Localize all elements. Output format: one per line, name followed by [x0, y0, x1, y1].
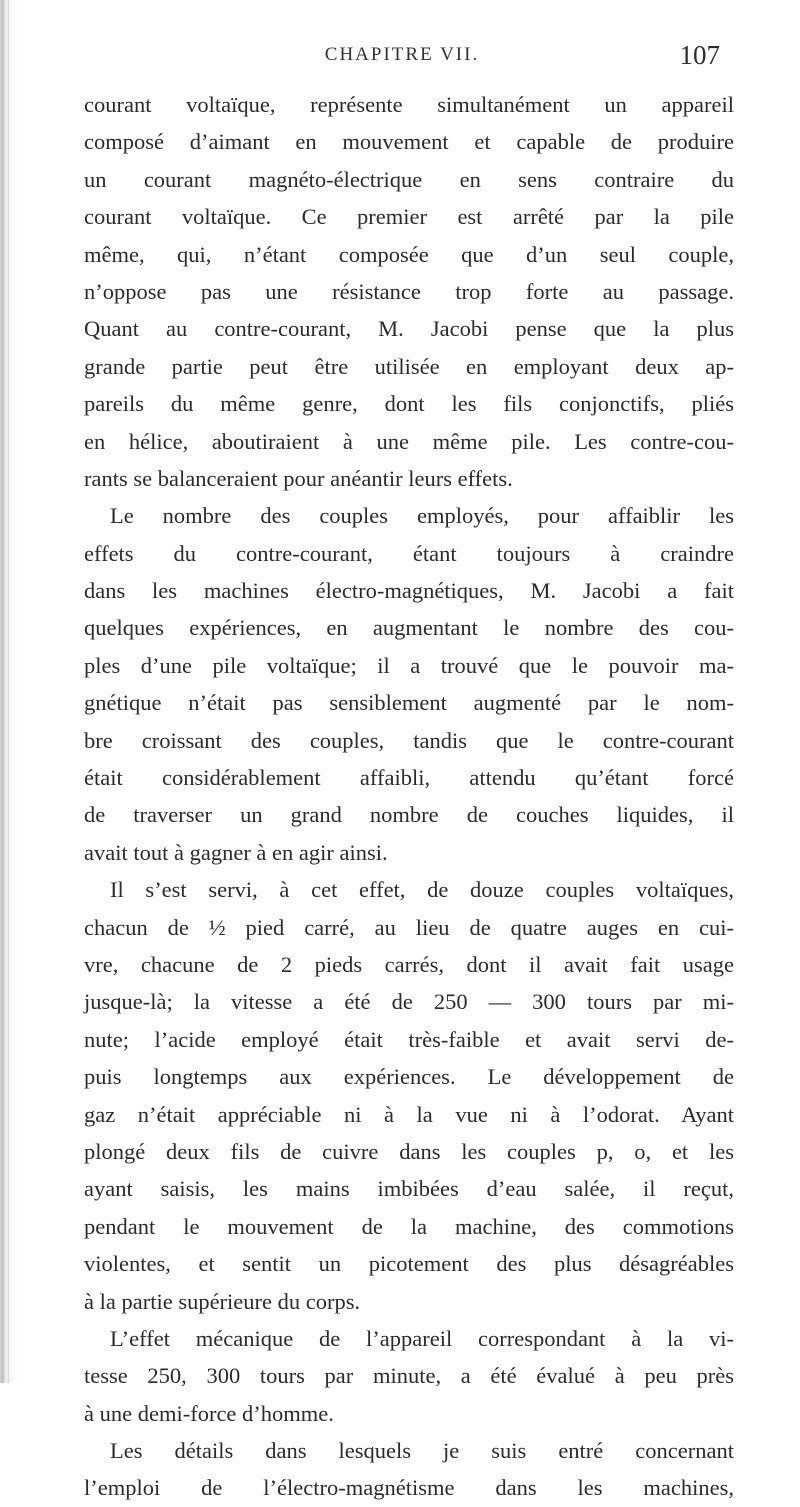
text-line: de traverser un grand nombre de couches liquides, il: [84, 802, 734, 828]
text-line: à la partie supérieure du corps.: [84, 1288, 361, 1314]
gutter-rule: [8, 0, 9, 1383]
page-number: 107: [679, 40, 720, 70]
text-line: quelques expériences, en augmentant le nombre des cou-: [84, 615, 734, 641]
gutter-rule: [3, 0, 4, 1383]
page-gutter: [0, 0, 18, 1383]
text-line: n’oppose pas une résistance trop forte au passage.: [84, 278, 734, 304]
text-line: jusque-là; la vitesse a été de 250 — 300 tours par mi-: [84, 989, 734, 1015]
text-line: effets du contre-courant, étant toujours à craindre: [84, 540, 734, 566]
text-line: un courant magnéto-électrique en sens contraire du: [84, 166, 734, 192]
text-line: Il s’est servi, à cet effet, de douze couples voltaïques,: [110, 877, 734, 903]
text-line: Le nombre des couples employés, pour affaiblir les: [110, 503, 734, 529]
text-line: avait tout à gagner à en agir ainsi.: [84, 839, 388, 865]
text-line: plongé deux fils de cuivre dans les couples p, o, et les: [84, 1138, 734, 1164]
text-line: Les détails dans lesquels je suis entré concernant: [110, 1438, 734, 1464]
text-line: Quant au contre-courant, M. Jacobi pense que la plus: [84, 316, 734, 342]
text-line: en hélice, aboutiraient à une même pile. Les contre-cou-: [84, 428, 734, 454]
text-line: l’emploi de l’électro-magnétisme dans les machines,: [84, 1475, 734, 1501]
text-line: gnétique n’était pas sensiblement augmenté par le nom-: [84, 690, 734, 716]
text-line: même, qui, n’étant composée que d’un seul couple,: [84, 241, 734, 267]
text-line: dans les machines électro-magnétiques, M. Jacobi a fait: [84, 578, 734, 604]
text-line: chacun de ½ pied carré, au lieu de quatre auges en cui-: [84, 914, 734, 940]
text-line: nute; l’acide employé était très-faible et avait servi de-: [84, 1026, 734, 1052]
text-line: pareils du même genre, dont les fils conjonctifs, pliés: [84, 391, 734, 417]
text-line: grande partie peut être utilisée en employant deux ap-: [84, 353, 734, 379]
text-line: à une demi-force d’homme.: [84, 1400, 334, 1426]
text-line: courant voltaïque. Ce premier est arrêté par la pile: [84, 204, 734, 230]
text-line: violentes, et sentit un picotement des plus désagréables: [84, 1251, 734, 1277]
text-line: rants se balanceraient pour anéantir leurs effets.: [84, 465, 513, 491]
body-text: [84, 86, 734, 1507]
text-line: puis longtemps aux expériences. Le développement de: [84, 1064, 734, 1090]
text-line: courant voltaïque, représente simultanément un appareil: [84, 92, 734, 117]
text-line: ples d’une pile voltaïque; il a trouvé que le pouvoir ma-: [84, 652, 734, 678]
text-line: était considérablement affaibli, attendu qu’étant forcé: [84, 765, 734, 791]
text-line: tesse 250, 300 tours par minute, a été évalué à peu près: [84, 1363, 734, 1389]
text-line: L’effet mécanique de l’appareil correspondant à la vi-: [110, 1325, 734, 1351]
text-line: ayant saisis, les mains imbibées d’eau salée, il reçut,: [84, 1176, 734, 1202]
text-line: composé d’aimant en mouvement et capable de produire: [84, 129, 734, 155]
text-line: bre croissant des couples, tandis que le contre-courant: [84, 727, 734, 753]
text-line: gaz n’était appréciable ni à la vue ni à l’odorat. Ayant: [84, 1101, 734, 1127]
page-header: [84, 40, 720, 84]
text-line: pendant le mouvement de la machine, des commotions: [84, 1213, 734, 1239]
running-head: CHAPITRE VII.: [324, 44, 480, 65]
text-line: vre, chacune de 2 pieds carrés, dont il avait fait usage: [84, 951, 734, 977]
